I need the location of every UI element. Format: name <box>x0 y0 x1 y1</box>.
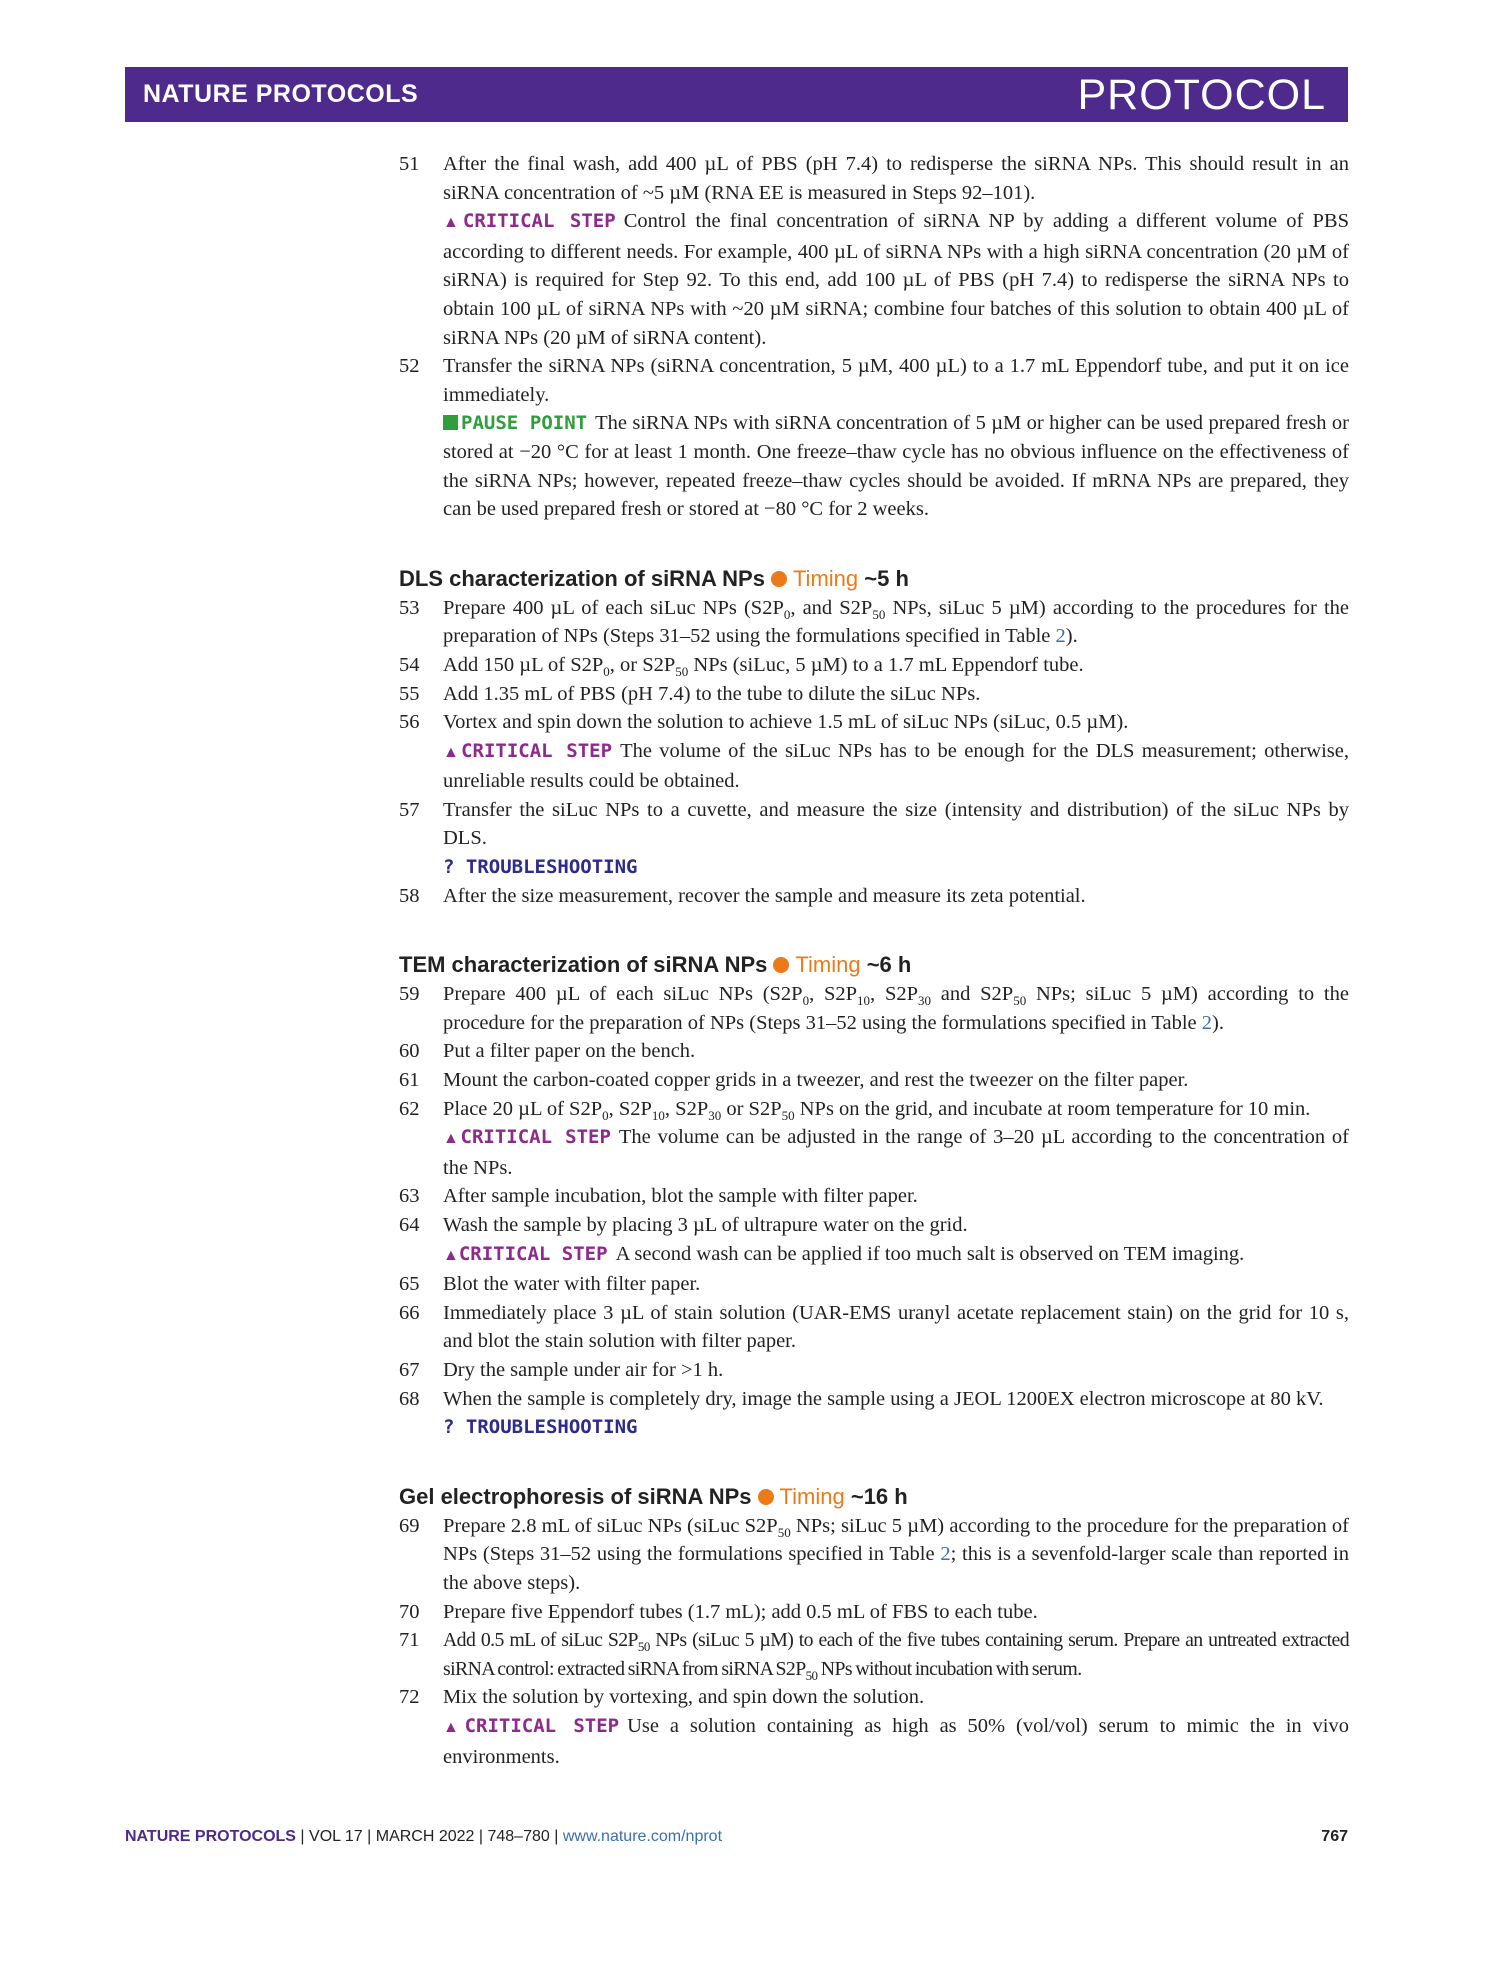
step-text: When the sample is completely dry, image the sample using a JEOL 1200EX electron microscope at 80 kV. <box>443 1387 1324 1410</box>
step-52 <box>399 352 1349 409</box>
footer-citation: NATURE PROTOCOLS | VOL 17 | MARCH 2022 | 748–780 | www.nature.com/nprot <box>125 1828 723 1845</box>
step-number: 59 <box>399 983 420 1006</box>
timing-label: Timing <box>779 1483 845 1509</box>
step-text: Place 20 µL of $S2P_0$, $S2P_{10}$, $S2P_{30}$ or $S2P_{50}$ NPs on the grid, and incubate at room temperature for 10 min. <box>443 1097 1311 1123</box>
step-text: Wash the sample by placing 3 µL of ultrapure water on the grid. <box>443 1214 968 1236</box>
critical-text: A second wash can be applied if too much salt is observed on TEM imaging. <box>615 1242 1245 1265</box>
step-number: 67 <box>399 1358 420 1381</box>
footer-date: MARCH 2022 <box>375 1828 475 1845</box>
step-text: After sample incubation, blot the sample with filter paper. <box>443 1185 918 1208</box>
step-text: Add 0.5 mL of siLuc $S2P_{50}$ NPs (siLuc 5 µM) to each of the five tubes containing serum. Prepare an untreated extracted siRNA control: extracted siRNA from siRNA $S2P_{50}$ NPs without incubation with serum. <box>443 1629 1349 1683</box>
critical-triangle-icon: ▲ <box>443 214 463 232</box>
step-text: Dry the sample under air for >1 h. <box>443 1358 724 1381</box>
critical-triangle-icon: ▲ <box>443 1246 459 1264</box>
step-text: Transfer the siLuc NPs to a cuvette, and measure the size (intensity and distribution) of the siLuc NPs by DLS. <box>443 798 1349 850</box>
step-66 <box>399 1299 1349 1356</box>
timing-label: Timing <box>795 952 861 978</box>
critical-step-62 <box>399 1123 1349 1182</box>
step-number: 61 <box>399 1069 420 1092</box>
step-number: 65 <box>399 1273 420 1296</box>
step-58 <box>399 882 1349 911</box>
section-title: Gel electrophoresis of siRNA NPs <box>399 1483 752 1509</box>
step-51 <box>399 150 1349 207</box>
critical-step-51 <box>399 207 1349 352</box>
step-number: 52 <box>399 355 420 378</box>
step-text: Prepare 2.8 mL of siLuc NPs (siLuc $S2P_{50}$ NPs; siLuc 5 µM) according to the procedure for the preparation of NPs (Steps 31–52 using the formulations specified in Table 2; this is a sevenfold-larger scale than reported in the above steps). <box>443 1514 1349 1594</box>
critical-triangle-icon: ▲ <box>443 1718 465 1736</box>
critical-label: CRITICAL STEP <box>461 739 613 762</box>
step-56 <box>399 708 1349 737</box>
footer-pages: 748–780 <box>487 1828 550 1845</box>
step-64 <box>399 1211 1349 1240</box>
pause-label: PAUSE POINT <box>461 412 588 435</box>
step-number: 70 <box>399 1600 420 1623</box>
critical-triangle-icon: ▲ <box>443 1130 461 1148</box>
step-number: 63 <box>399 1185 420 1208</box>
step-60 <box>399 1037 1349 1066</box>
step-text: After the size measurement, recover the sample and measure its zeta potential. <box>443 884 1086 907</box>
footer-volume: VOL 17 <box>309 1828 363 1845</box>
article-type: PROTOCOL <box>1077 71 1326 119</box>
step-57 <box>399 796 1349 853</box>
step-number: 62 <box>399 1097 420 1120</box>
step-number: 64 <box>399 1214 420 1236</box>
page-number: 767 <box>1321 1828 1348 1845</box>
troubleshooting-link-68[interactable]: ? TROUBLESHOOTING <box>443 1416 638 1439</box>
step-text: Prepare five Eppendorf tubes (1.7 mL); add 0.5 mL of FBS to each tube. <box>443 1600 1038 1623</box>
protocol-content <box>399 150 1349 1771</box>
step-54 <box>399 651 1349 680</box>
step-number: 72 <box>399 1686 420 1709</box>
critical-text: Use a solution containing as high as 50% (vol/vol) serum to mimic the in vivo environments. <box>443 1714 1349 1768</box>
step-number: 71 <box>399 1629 420 1652</box>
step-59 <box>399 980 1349 1037</box>
step-number: 58 <box>399 884 420 907</box>
step-number: 56 <box>399 711 420 734</box>
step-number: 69 <box>399 1514 420 1537</box>
step-number: 60 <box>399 1040 420 1063</box>
step-number: 54 <box>399 653 420 676</box>
step-53 <box>399 594 1349 651</box>
section-title: TEM characterization of siRNA NPs <box>399 952 768 978</box>
table-reference-link[interactable]: 2 <box>940 1543 951 1566</box>
step-69 <box>399 1512 1349 1598</box>
critical-step-72 <box>399 1712 1349 1771</box>
step-65 <box>399 1270 1349 1299</box>
step-text: Put a filter paper on the bench. <box>443 1040 696 1063</box>
section-heading-gel <box>399 1482 1349 1512</box>
timing-dot-icon <box>771 571 787 587</box>
step-number: 68 <box>399 1387 420 1410</box>
step-text: Add 1.35 mL of PBS (pH 7.4) to the tube to dilute the siLuc NPs. <box>443 682 981 705</box>
critical-label: CRITICAL STEP <box>464 1714 620 1737</box>
section-title: DLS characterization of siRNA NPs <box>399 565 765 591</box>
step-71 <box>399 1626 1349 1683</box>
footer-url-link[interactable]: www.nature.com/nprot <box>562 1828 723 1845</box>
step-text: Immediately place 3 µL of stain solution (UAR-EMS uranyl acetate replacement stain) on the grid for 10 s, and blot the stain solution with filter paper. <box>443 1301 1349 1353</box>
step-number: 51 <box>399 153 420 175</box>
critical-text: Control the final concentration of siRNA NP by adding a different volume of PBS according to different needs. For example, 400 µL of siRNA NPs with a high siRNA concentration (20 µM of siRNA) is required for Step 92. To this end, add 100 µL of PBS (pH 7.4) to redisperse the siRNA NPs to obtain 100 µL of siRNA NPs with ~20 µM siRNA; combine four batches of this solution to obtain 400 µL of siRNA NPs (20 µM of siRNA content). <box>443 210 1349 349</box>
critical-text: The volume can be adjusted in the range of 3–20 µL according to the concentration of the NPs. <box>443 1126 1349 1179</box>
critical-step-64 <box>399 1240 1349 1271</box>
step-70 <box>399 1598 1349 1627</box>
step-text: After the final wash, add 400 µL of PBS (pH 7.4) to redisperse the siRNA NPs. This should result in an siRNA concentration of ~5 µM (RNA EE is measured in Steps 92–101). <box>443 153 1349 204</box>
critical-triangle-icon: ▲ <box>443 743 462 761</box>
step-text: Prepare 400 µL of each siLuc NPs ($S2P_0$, and $S2P_{50}$ NPs, siLuc 5 µM) according to the procedures for the preparation of NPs (Steps 31–52 using the formulations specified in Table 2). <box>443 596 1350 648</box>
step-67 <box>399 1356 1349 1385</box>
footer-journal: NATURE PROTOCOLS <box>125 1828 296 1845</box>
timing-value: ~6 h <box>866 952 912 978</box>
step-55 <box>399 680 1349 709</box>
critical-label: CRITICAL STEP <box>460 1126 611 1149</box>
step-text: Mix the solution by vortexing, and spin down the solution. <box>443 1686 925 1709</box>
step-text: Blot the water with filter paper. <box>443 1273 701 1296</box>
section-heading-tem <box>399 950 1349 980</box>
critical-step-56 <box>399 737 1349 796</box>
pause-text: The siRNA NPs with siRNA concentration of 5 µM or higher can be used prepared fresh or stored at −20 °C for at least 1 month. One freeze–thaw cycle has no obvious influence on the effectiveness of the siRNA NPs; however, repeated freeze–thaw cycles should be avoided. If mRNA NPs are prepared, they can be used prepared fresh or stored at −80 °C for 2 weeks. <box>443 412 1349 521</box>
step-text: Transfer the siRNA NPs (siRNA concentration, 5 µM, 400 µL) to a 1.7 mL Eppendorf tube, and put it on ice immediately. <box>443 355 1349 406</box>
timing-label: Timing <box>792 565 859 591</box>
pause-point-52 <box>399 409 1349 523</box>
step-72 <box>399 1683 1349 1712</box>
timing-dot-icon <box>773 957 789 973</box>
step-number: 57 <box>399 798 420 821</box>
critical-text: The volume of the siLuc NPs has to be enough for the DLS measurement; otherwise, unreliable results could be obtained. <box>443 739 1349 793</box>
critical-label: CRITICAL STEP <box>458 1242 608 1265</box>
critical-label: CRITICAL STEP <box>462 210 616 233</box>
pause-square-icon <box>443 415 458 430</box>
step-62 <box>399 1095 1349 1124</box>
header-banner <box>125 67 1348 122</box>
step-number: 53 <box>399 596 420 619</box>
timing-dot-icon <box>758 1489 774 1505</box>
step-text: Add 150 µL of $S2P_0$, or $S2P_{50}$ NPs (siLuc, 5 µM) to a 1.7 mL Eppendorf tube. <box>443 653 1084 679</box>
step-number: 66 <box>399 1301 420 1324</box>
step-text: Prepare 400 µL of each siLuc NPs ($S2P_0$, $S2P_{10}$, $S2P_{30}$ and $S2P_{50}$ NPs; siLuc 5 µM) according to the procedure for the preparation of NPs (Steps 31–52 using the formulations specified in Table 2). <box>443 983 1349 1034</box>
timing-value: ~5 h <box>864 565 909 591</box>
step-68 <box>399 1385 1349 1414</box>
step-text: Mount the carbon-coated copper grids in a tweezer, and rest the tweezer on the filter paper. <box>443 1069 1189 1092</box>
journal-name: NATURE PROTOCOLS <box>143 80 419 108</box>
step-63 <box>399 1182 1349 1211</box>
table-reference-link[interactable]: 2 <box>1055 625 1066 648</box>
step-61 <box>399 1066 1349 1095</box>
troubleshooting-link-57[interactable]: ? TROUBLESHOOTING <box>443 856 638 879</box>
section-heading-dls <box>399 564 1349 594</box>
table-reference-link[interactable]: 2 <box>1201 1011 1213 1034</box>
step-number: 55 <box>399 682 420 705</box>
step-text: Vortex and spin down the solution to achieve 1.5 mL of siLuc NPs (siLuc, 0.5 µM). <box>443 711 1129 734</box>
timing-value: ~16 h <box>850 1483 908 1509</box>
